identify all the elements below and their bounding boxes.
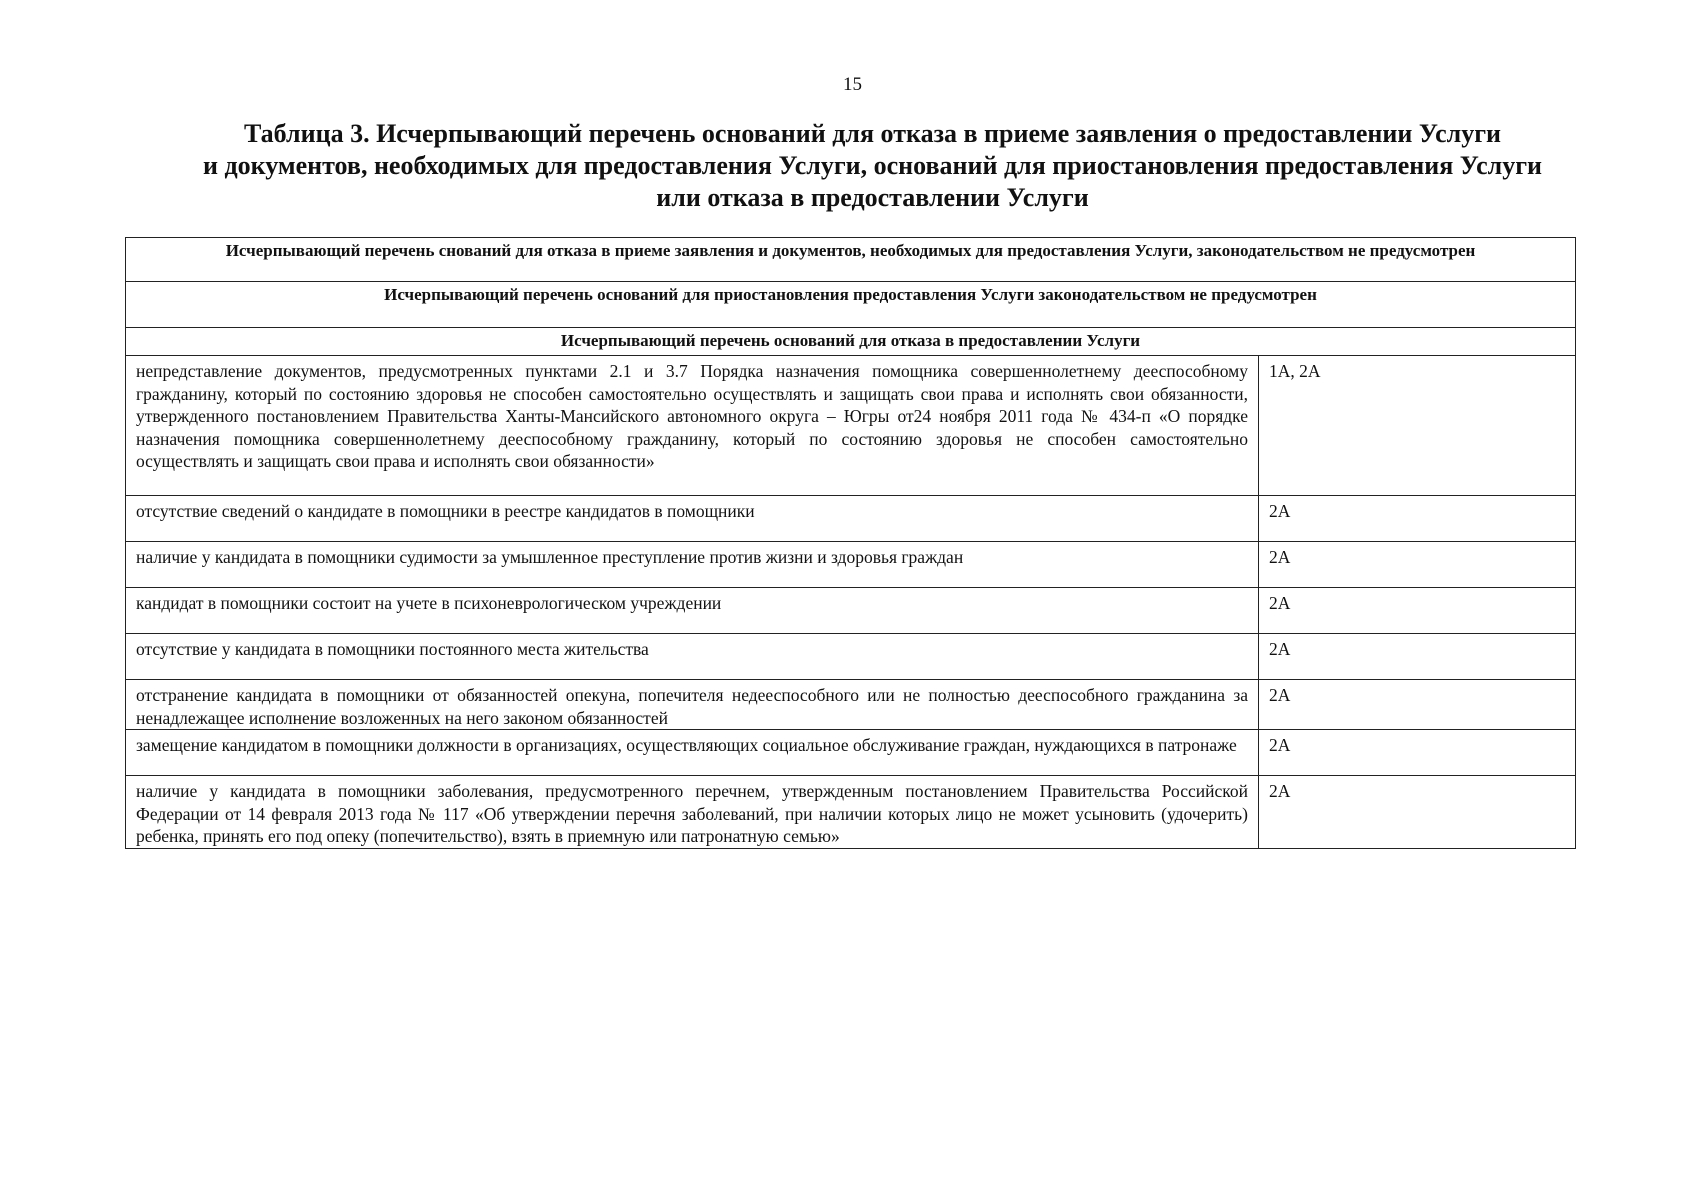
table-row [126,730,1576,776]
table-row [126,542,1576,588]
table-row [126,496,1576,542]
title-line: и документов, необходимых для предоставления Услуги, оснований для приостановления предоставления Услуги [202,151,1542,180]
table-row [126,634,1576,680]
page-number: 15 [843,74,862,95]
title-line: Таблица 3. Исчерпывающий перечень оснований для отказа в приеме заявления о предоставлении Услуги [243,119,1502,148]
reason-cell: наличие у кандидата в помощники заболевания, предусмотренного перечнем, утвержденным постановлением Правительства Российской Федерации от 14 февраля 2013 года № 117 «Об утверждении перечня заболеваний, при наличии которых лицо не может усыновить (удочерить) ребенка, принять его под опеку (попечительство), взять в приемную или патронатную семью» [126,776,1259,849]
section-header-refusal-acceptance: Исчерпывающий перечень снований для отказа в приеме заявления и документов, необходимых для предоставления Услуги, законодательством не предусмотрен [126,238,1576,282]
code-cell: 1А, 2А [1259,356,1576,496]
code-cell: 2А [1259,730,1576,776]
section-header-row [126,328,1576,356]
code-cell: 2А [1259,634,1576,680]
section-header-refusal-service: Исчерпывающий перечень оснований для отказа в предоставлении Услуги [126,328,1576,356]
code-cell: 2А [1259,776,1576,849]
section-header-row [126,238,1576,282]
table-row [126,356,1576,496]
grounds-table [125,237,1576,849]
code-cell: 2А [1259,680,1576,730]
reason-cell: наличие у кандидата в помощники судимости за умышленное преступление против жизни и здоровья граждан [126,542,1259,588]
table-row [126,680,1576,730]
reason-cell: замещение кандидатом в помощники должности в организациях, осуществляющих социальное обслуживание граждан, нуждающихся в патронаже [126,730,1259,776]
reason-cell: непредставление документов, предусмотренных пунктами 2.1 и 3.7 Порядка назначения помощника совершеннолетнему дееспособному гражданину, который по состоянию здоровья не способен самостоятельно осуществлять и защищать свои права и исполнять свои обязанности, утвержденного постановлением Правительства Ханты-Мансийского автономного округа – Югры от24 ноября 2011 года № 434-п «О порядке назначения помощника совершеннолетнему дееспособному гражданину, который по состоянию здоровья не способен самостоятельно осуществлять и защищать свои права и исполнять свои обязанности» [126,356,1259,496]
code-cell: 2А [1259,542,1576,588]
code-cell: 2А [1259,588,1576,634]
title-line: или отказа в предоставлении Услуги [656,183,1089,212]
reason-cell: отсутствие у кандидата в помощники постоянного места жительства [126,634,1259,680]
reason-cell: отсутствие сведений о кандидате в помощники в реестре кандидатов в помощники [126,496,1259,542]
table-row [126,588,1576,634]
table-title [120,118,1625,214]
reason-cell: отстранение кандидата в помощники от обязанностей опекуна, попечителя недееспособного или не полностью дееспособного гражданина за ненадлежащее исполнение возложенных на него законом обязанностей [126,680,1259,730]
section-header-suspension: Исчерпывающий перечень оснований для приостановления предоставления Услуги законодательством не предусмотрен [126,282,1576,328]
code-cell: 2А [1259,496,1576,542]
reason-cell: кандидат в помощники состоит на учете в психоневрологическом учреждении [126,588,1259,634]
section-header-row [126,282,1576,328]
table-row [126,776,1576,849]
